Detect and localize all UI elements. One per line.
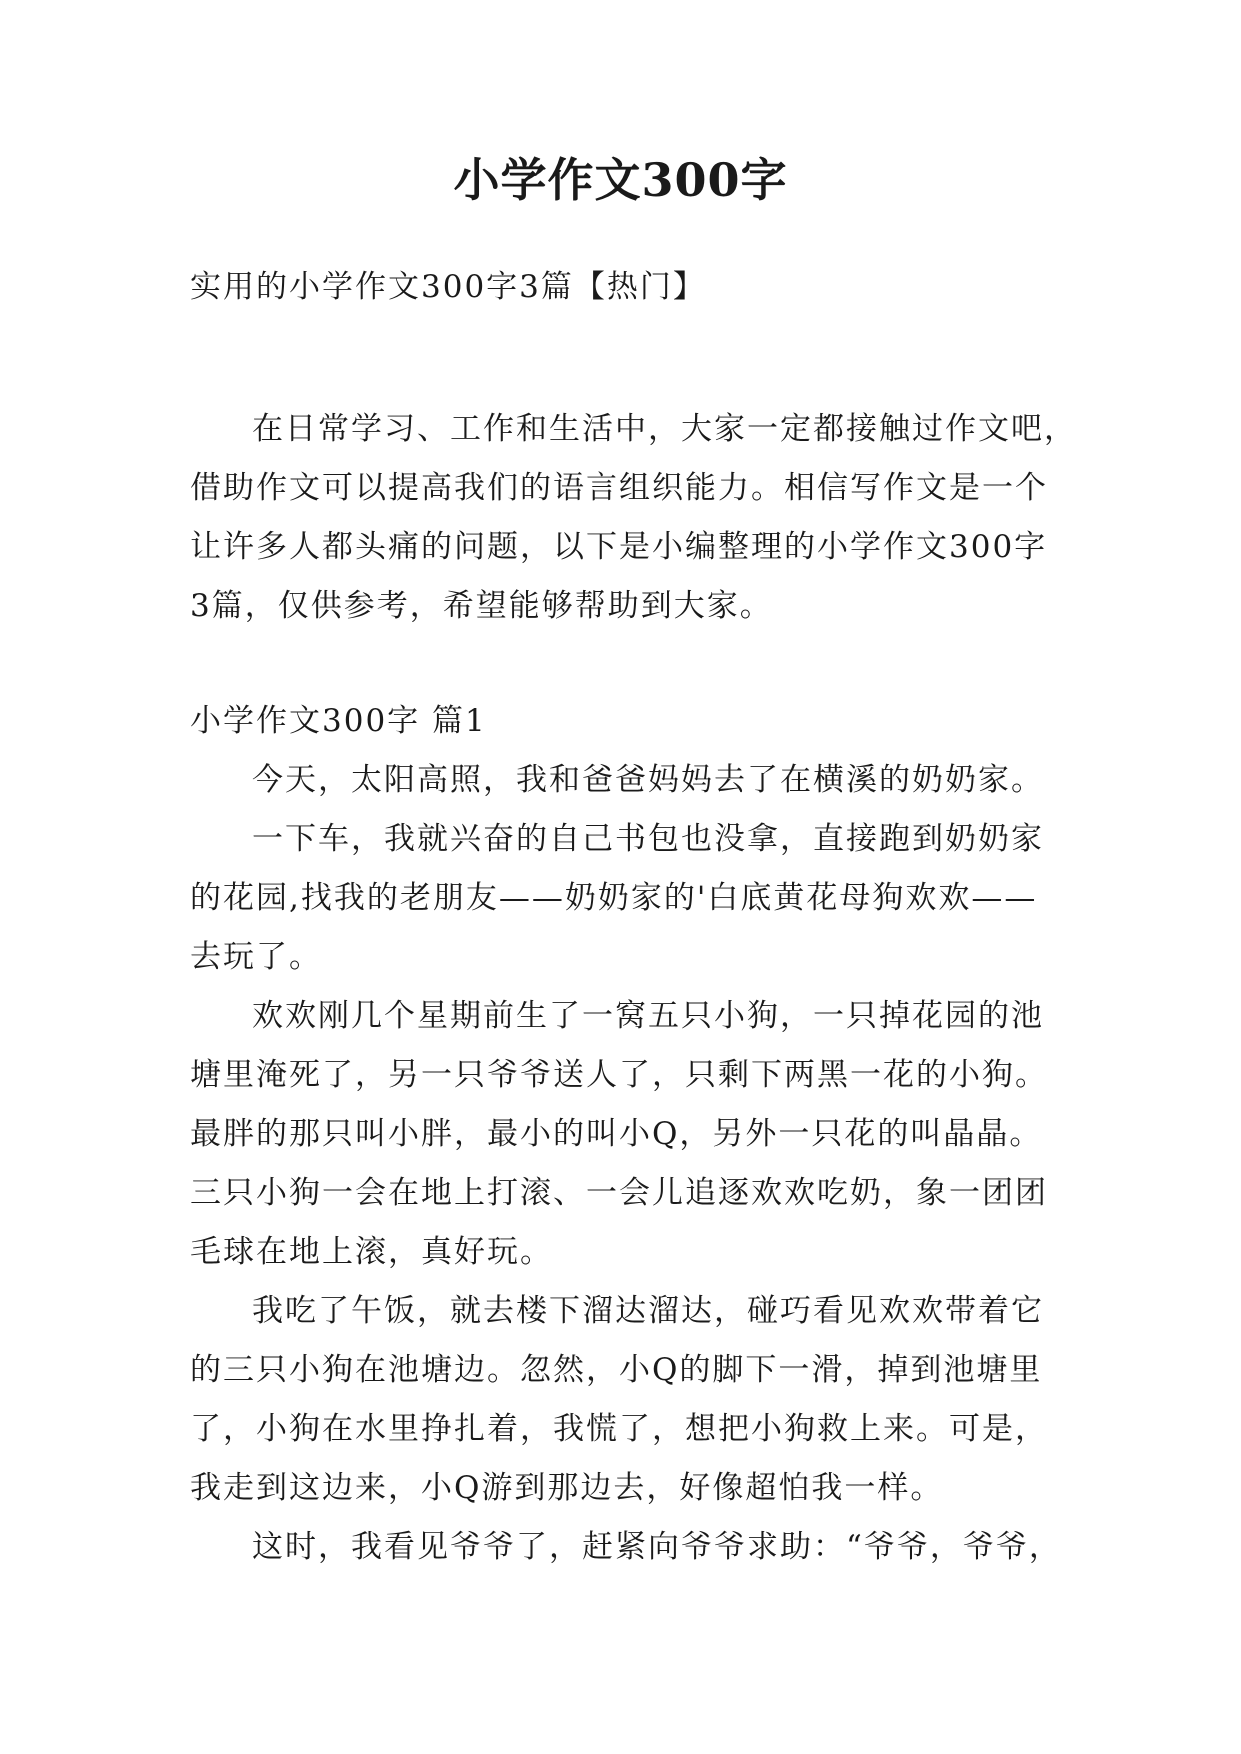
paragraph-line: 去玩了。	[190, 939, 322, 975]
essay-paragraph	[190, 1518, 1060, 1577]
paragraph-line: 欢欢刚几个星期前生了一窝五只小狗，一只掉花园的池	[252, 998, 1044, 1034]
intro-paragraph	[190, 400, 1077, 636]
paragraph-line: 我吃了午饭，就去楼下溜达溜达，碰巧看见欢欢带着它	[252, 1293, 1044, 1329]
paragraph-line: 的三只小狗在池塘边。忽然，小Q的脚下一滑，掉到池塘里	[190, 1352, 1043, 1388]
paragraph-line: 毛球在地上滚，真好玩。	[190, 1234, 553, 1270]
essay-paragraph	[190, 810, 1060, 987]
paragraph-line: 了，小狗在水里挣扎着，我慌了，想把小狗救上来。可是，	[190, 1411, 1048, 1447]
document-subtitle: 实用的小学作文300字3篇【热门】	[190, 269, 706, 305]
intro-line: 在日常学习、工作和生活中，大家一定都接触过作文吧，	[252, 411, 1077, 447]
document-title: 小学作文300字	[453, 153, 788, 207]
essay-paragraph	[190, 1282, 1060, 1518]
intro-line: 让许多人都头痛的问题，以下是小编整理的小学作文300字	[190, 529, 1048, 565]
intro-line: 借助作文可以提高我们的语言组织能力。相信写作文是一个	[190, 470, 1048, 506]
essay-paragraph	[190, 987, 1060, 1282]
section-heading: 小学作文300字 篇1	[190, 703, 487, 739]
paragraph-line: 一下车，我就兴奋的自己书包也没拿，直接跑到奶奶家	[252, 821, 1044, 857]
paragraph-line: 最胖的那只叫小胖，最小的叫小Q，另外一只花的叫晶晶。	[190, 1116, 1043, 1152]
essay-paragraph	[190, 751, 1060, 810]
paragraph-line: 这时，我看见爷爷了，赶紧向爷爷求助：“爷爷，爷爷，	[252, 1529, 1062, 1565]
intro-line: 3篇，仅供参考，希望能够帮助到大家。	[190, 588, 773, 624]
essay-section	[190, 692, 1060, 1577]
paragraph-line: 的花园,找我的老朋友——奶奶家的'白底黄花母狗欢欢——	[190, 880, 1038, 916]
paragraph-line: 三只小狗一会在地上打滚、一会儿追逐欢欢吃奶，象一团团	[190, 1175, 1048, 1211]
paragraph-line: 我走到这边来，小Q游到那边去，好像超怕我一样。	[190, 1470, 944, 1506]
paragraph-line: 今天，太阳高照，我和爸爸妈妈去了在横溪的奶奶家。	[252, 762, 1044, 798]
paragraph-line: 塘里淹死了，另一只爷爷送人了，只剩下两黑一花的小狗。	[190, 1057, 1048, 1093]
